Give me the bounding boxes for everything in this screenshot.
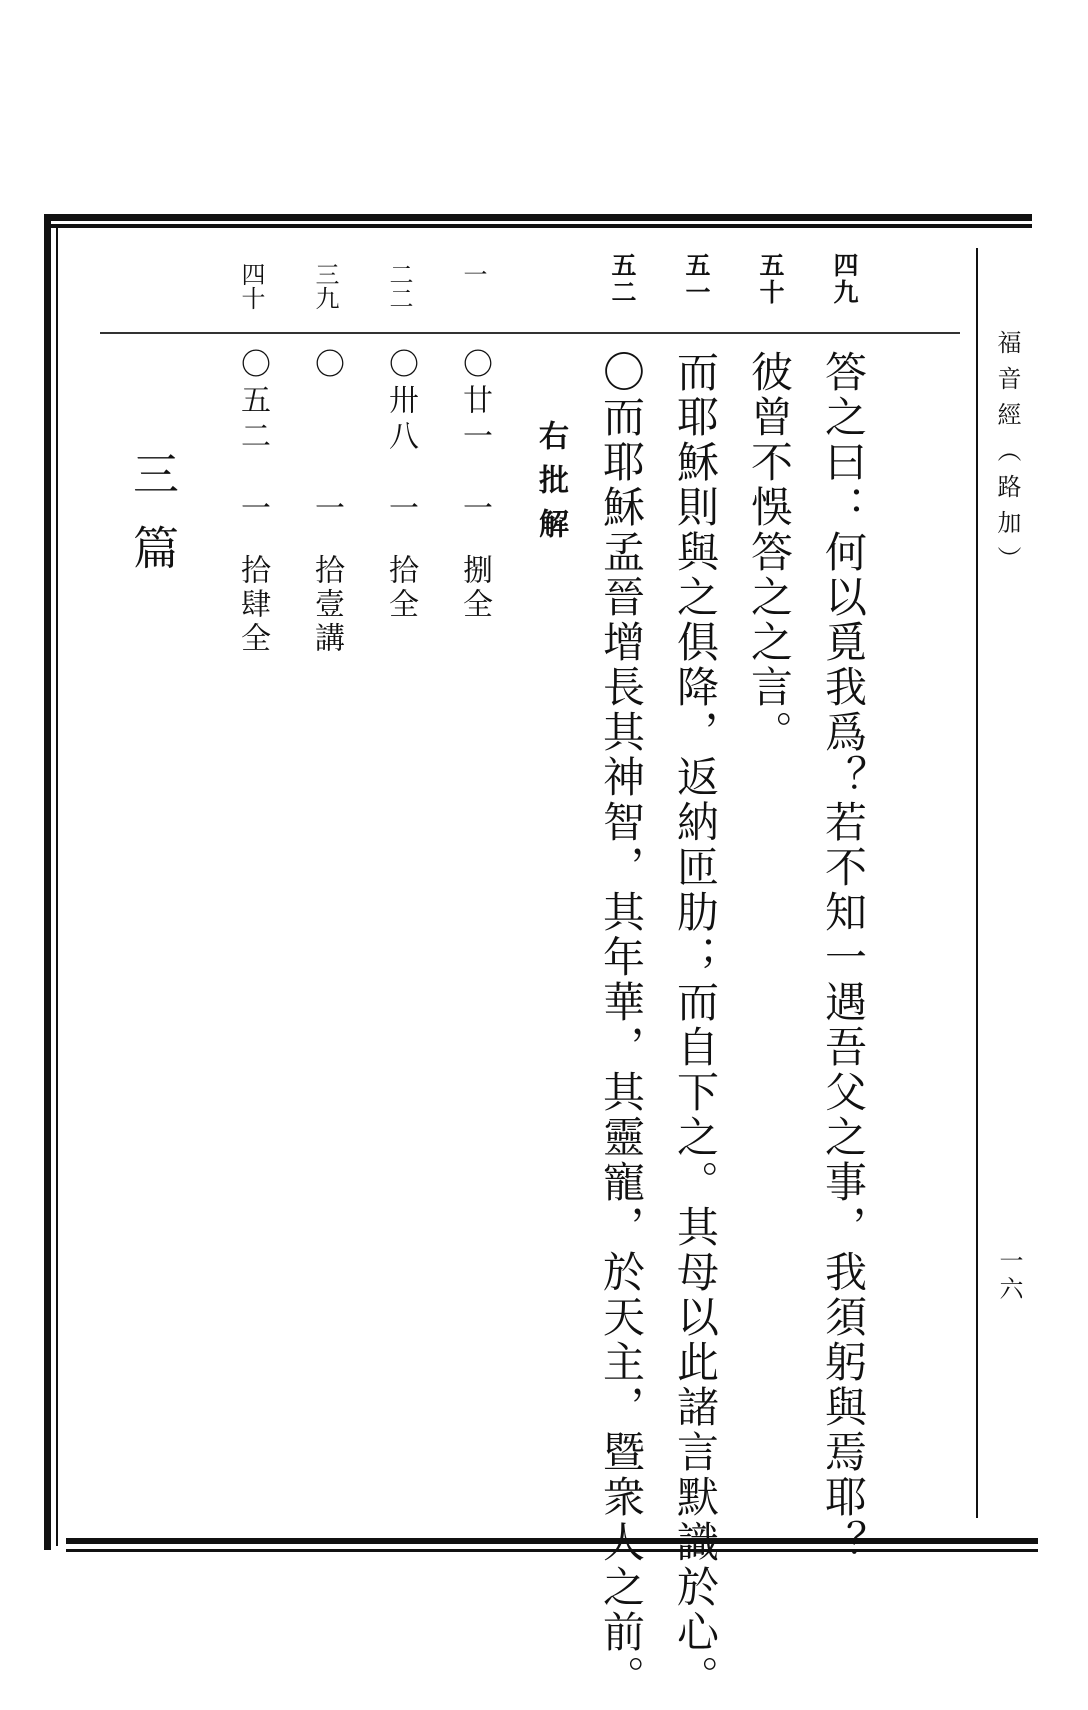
note-ref-b: 〇卅八	[383, 348, 418, 456]
note-ref-c: 一	[383, 492, 418, 522]
bottom-border-rule	[66, 1538, 1038, 1544]
note-ref-c: 一	[235, 492, 270, 522]
verse-text: 而耶穌則與之俱降，返納匝肋；而自下之。其母以此諸言默識於心。	[671, 350, 720, 1700]
note-ref-d: 捌全	[457, 554, 492, 622]
left-border-rule	[44, 214, 51, 1550]
verse-number: 四九	[830, 252, 859, 306]
right-margin-rule	[976, 248, 978, 1518]
note-ref-b: 〇五二	[235, 348, 270, 456]
note-ref-c: 一	[309, 492, 344, 522]
page-number: 一六	[995, 1248, 1023, 1304]
note-ref-c: 一	[457, 492, 492, 522]
note-ref-a: 一	[459, 262, 487, 286]
note-ref-a: 四十	[237, 262, 265, 310]
verse-number: 五十	[756, 252, 785, 306]
note-ref-d: 拾肆全	[235, 554, 270, 656]
top-border-rule	[44, 214, 1032, 224]
verse-number-rule	[100, 332, 960, 334]
running-title: 福音經（路加）	[993, 330, 1021, 582]
verse-text: 答之曰：何以覓我爲？若不知一遇吾父之事，我須躬與焉耶？	[819, 350, 868, 1565]
note-ref-b: 〇廿一	[457, 348, 492, 456]
verse-text: 〇而耶穌孟晉增長其神智，其年華，其靈寵，於天主，暨衆人之前。	[597, 350, 646, 1700]
note-ref-d: 拾壹講	[309, 554, 344, 656]
verse-text: 彼曾不悞答之之言。	[745, 350, 794, 755]
left-inner-rule	[56, 228, 58, 1546]
note-ref-b: 〇	[309, 348, 344, 384]
note-ref-a: 三九	[311, 262, 339, 310]
chapter-label: 三篇	[126, 450, 180, 598]
note-ref-d: 拾全	[383, 554, 418, 622]
note-ref-a: 二二	[385, 262, 413, 310]
verse-number: 五二	[608, 252, 637, 306]
notes-heading: 右批解	[533, 420, 568, 552]
verse-number: 五一	[682, 252, 711, 306]
